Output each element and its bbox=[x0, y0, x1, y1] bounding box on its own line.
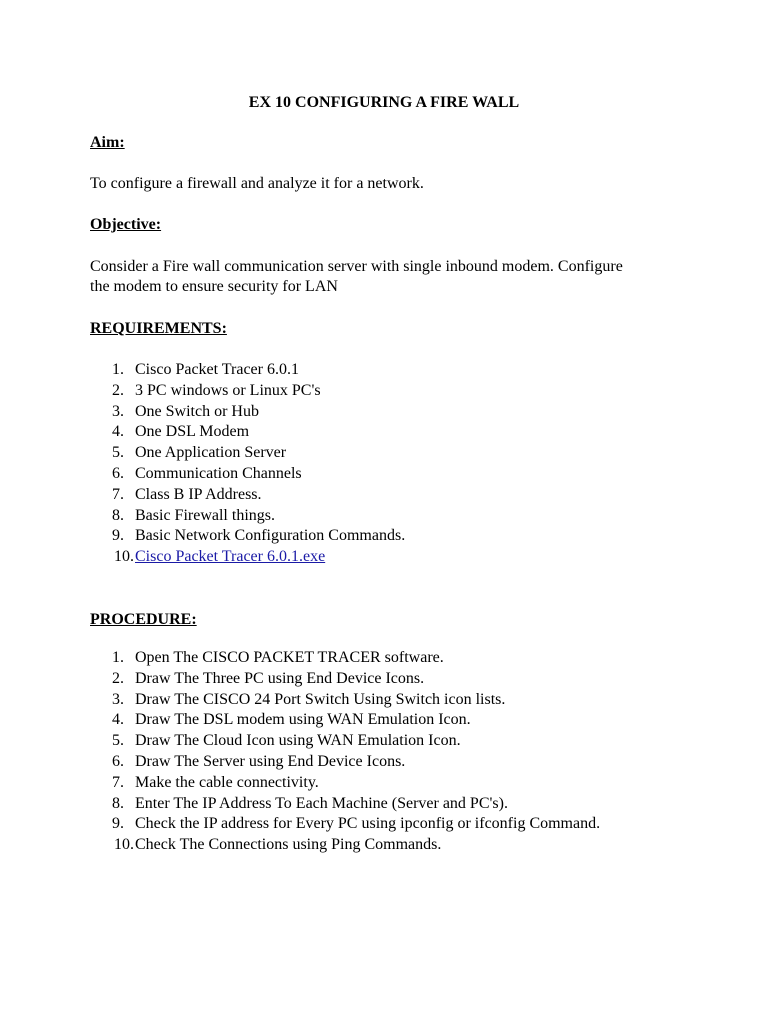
list-item: 3. Draw The CISCO 24 Port Switch Using Switch icon lists. bbox=[112, 690, 506, 708]
list-item: 2. 3 PC windows or Linux PC's bbox=[112, 381, 321, 399]
requirements-heading: REQUIREMENTS: bbox=[90, 320, 227, 337]
aim-text: To configure a firewall and analyze it for a network. bbox=[90, 175, 424, 192]
list-item: 9. Basic Network Configuration Commands. bbox=[112, 527, 406, 545]
aim-heading: Aim: bbox=[90, 134, 125, 151]
procedure-list bbox=[90, 648, 600, 856]
list-item: 5. Draw The Cloud Icon using WAN Emulation Icon. bbox=[112, 732, 461, 750]
list-item: 2. Draw The Three PC using End Device Icons. bbox=[112, 669, 425, 687]
objective-text bbox=[90, 257, 690, 297]
list-item: 8. Enter The IP Address To Each Machine (Server and PC's). bbox=[112, 794, 508, 812]
list-item: 1. Cisco Packet Tracer 6.0.1 bbox=[112, 361, 299, 378]
list-item: 8. Basic Firewall things. bbox=[112, 506, 275, 524]
list-item: 7. Make the cable connectivity. bbox=[112, 773, 319, 791]
packet-tracer-exe-link[interactable]: Cisco Packet Tracer 6.0.1.exe bbox=[135, 548, 326, 566]
list-item: 3. One Switch or Hub bbox=[112, 402, 259, 420]
document-title: EX 10 CONFIGURING A FIRE WALL bbox=[248, 94, 520, 111]
list-item: 10. Check The Connections using Ping Commands. bbox=[114, 836, 442, 854]
objective-heading: Objective: bbox=[90, 216, 162, 233]
list-item: 9. Check the IP address for Every PC using ipconfig or ifconfig Command. bbox=[112, 815, 601, 833]
objective-line-2: the modem to ensure security for LAN bbox=[90, 278, 338, 295]
list-item: 7. Class B IP Address. bbox=[112, 485, 262, 503]
list-item: 4. Draw The DSL modem using WAN Emulation Icon. bbox=[112, 711, 471, 729]
objective-line-1: Consider a Fire wall communication server with single inbound modem. Configure bbox=[90, 258, 623, 275]
requirements-list bbox=[90, 360, 405, 568]
list-item: 4. One DSL Modem bbox=[112, 423, 250, 441]
list-item: 6. Communication Channels bbox=[112, 464, 302, 482]
list-item: 1. Open The CISCO PACKET TRACER software. bbox=[112, 649, 444, 666]
list-item: 10. Cisco Packet Tracer 6.0.1.exe bbox=[114, 548, 326, 566]
procedure-heading: PROCEDURE: bbox=[90, 611, 197, 628]
list-item: 5. One Application Server bbox=[112, 444, 287, 462]
list-item: 6. Draw The Server using End Device Icons. bbox=[112, 752, 406, 770]
